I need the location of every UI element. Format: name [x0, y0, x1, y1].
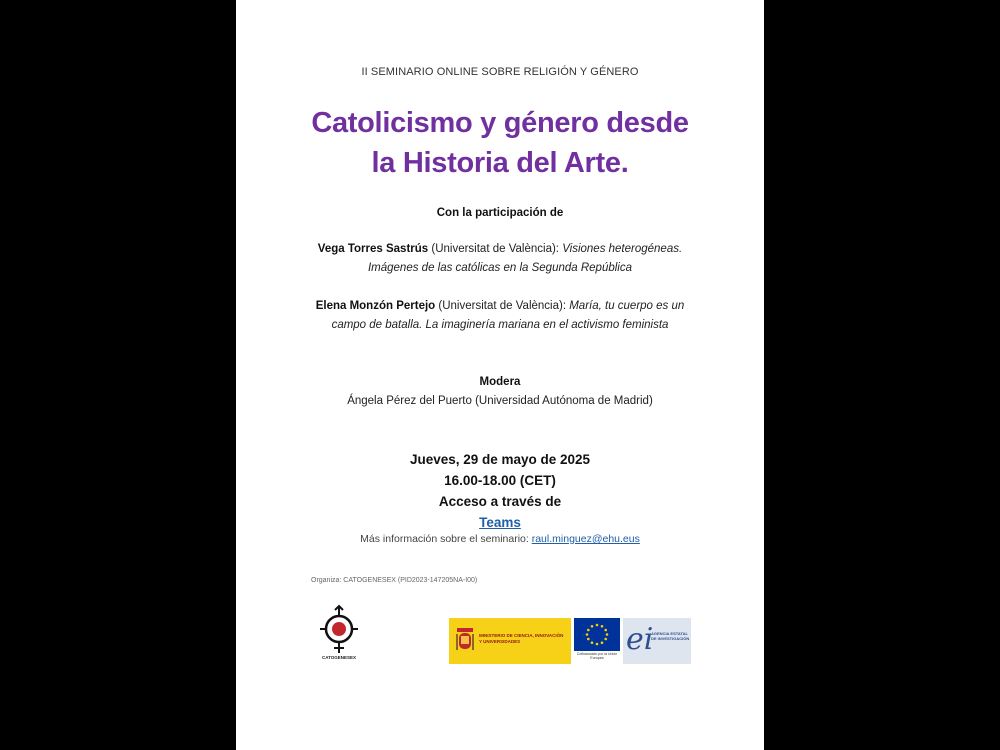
speaker-2: [306, 297, 694, 335]
speaker-1-name: Vega Torres Sastrús: [317, 243, 429, 255]
moderator-block: [236, 373, 764, 411]
poster-page: [236, 0, 764, 750]
more-info: [236, 533, 764, 545]
ministry-logo: [449, 618, 571, 664]
aei-name: AGENCIA ESTATAL DE INVESTIGACIÓN: [651, 631, 690, 641]
speaker-2-name: Elena Monzón Pertejo: [315, 300, 436, 312]
aei-logo: [623, 618, 691, 664]
poster-title: [236, 103, 764, 183]
eu-flag-icon: [574, 618, 620, 651]
access-prefix: Acceso a través de: [438, 494, 562, 509]
participation-label: Con la participación de: [436, 207, 564, 219]
catogenesex-logo-text: CATOGENESEX: [321, 655, 357, 660]
ministry-name: MINISTERIO DE CIENCIA, INNOVACIÓN Y UNIVERSIDADES: [479, 633, 564, 644]
title-line-2: la Historia del Arte.: [371, 147, 629, 179]
aei-mark-icon: ei: [626, 622, 654, 657]
moderator-name: Ángela Pérez del Puerto: [347, 395, 472, 407]
event-date: Jueves, 29 de mayo de 2025: [409, 452, 591, 467]
info-prefix: Más información sobre el seminario:: [360, 533, 532, 545]
moderator-affiliation: (Universidad Autónoma de Madrid): [471, 395, 653, 407]
speaker-2-talk: María, tu cuerpo es un campo de batalla. La imaginería mariana en el activismo feminista: [331, 300, 685, 331]
title-line-1: Catolicismo y género desde: [311, 107, 689, 139]
eu-cofunded-text: Cofinanciado por la Unión Europea: [576, 652, 618, 660]
organizer-text: Organiza: CATOGENESEX (PID2023-147205NA-I00): [311, 577, 478, 584]
speaker-1-affiliation: (Universitat de València):: [428, 243, 563, 255]
contact-email-link[interactable]: raul.minguez@ehu.eus: [531, 533, 640, 545]
eu-logo: [574, 618, 620, 664]
teams-link[interactable]: Teams: [479, 515, 521, 530]
event-time: 16.00-18.00 (CET): [444, 473, 556, 488]
catogenesex-logo-icon: [316, 603, 362, 663]
moderator-label: Modera: [479, 376, 521, 388]
seminar-subtitle: II SEMINARIO ONLINE SOBRE RELIGIÓN Y GÉNERO: [361, 66, 639, 78]
speaker-1: [306, 240, 694, 278]
event-details: [236, 449, 764, 533]
event-access: [236, 491, 764, 533]
speaker-2-affiliation: (Universitat de València):: [435, 300, 570, 312]
speaker-1-talk: Visiones heterogéneas. Imágenes de las católicas en la Segunda República: [367, 243, 683, 274]
spain-crest-icon: [455, 626, 475, 656]
